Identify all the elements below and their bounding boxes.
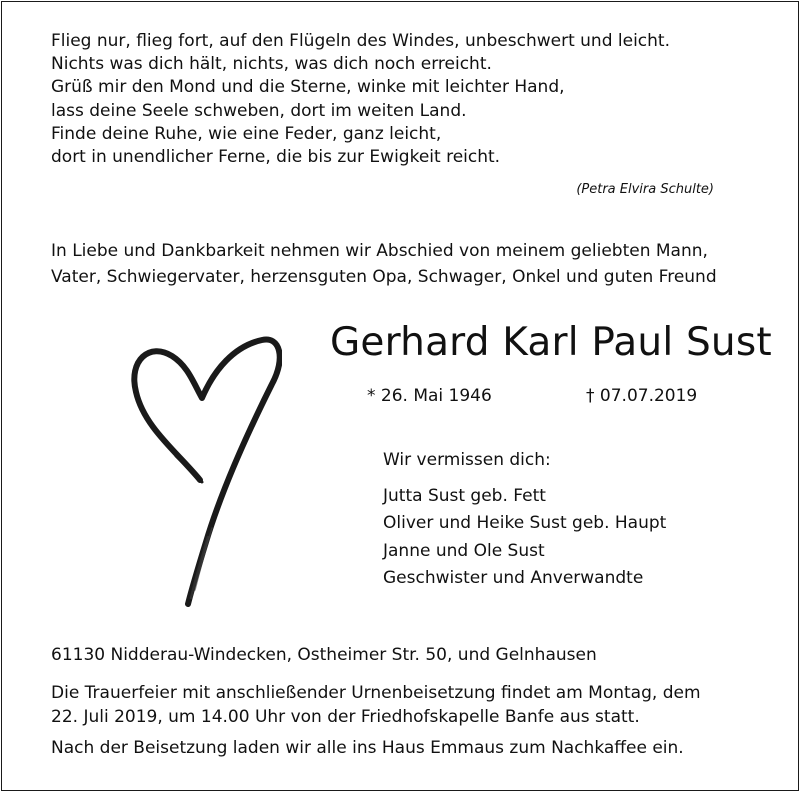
poem-author: (Petra Elvira Schulte) bbox=[576, 182, 714, 197]
poem-line: Nichts was dich hält, nichts, was dich noch erreicht. bbox=[51, 54, 492, 75]
obituary-notice bbox=[1, 1, 799, 791]
birth-date: * 26. Mai 1946 bbox=[367, 386, 492, 406]
death-date: † 07.07.2019 bbox=[586, 386, 698, 406]
ceremony-info bbox=[51, 681, 771, 729]
heart-brush-icon bbox=[122, 332, 282, 612]
ceremony-line: Die Trauerfeier mit anschließender Urnenbeisetzung findet am Montag, dem bbox=[51, 683, 701, 703]
poem bbox=[51, 30, 751, 169]
miss-heading: Wir vermissen dich: bbox=[383, 450, 551, 470]
poem-line: dort in unendlicher Ferne, die bis zur Ewigkeit reicht. bbox=[51, 147, 501, 168]
deceased-name: Gerhard Karl Paul Sust bbox=[330, 320, 772, 365]
poem-line: Grüß mir den Mond und die Sterne, winke mit leichter Hand, bbox=[51, 77, 565, 98]
mourner-entry: Geschwister und Anverwandte bbox=[383, 567, 644, 588]
mourner-entry: Oliver und Heike Sust geb. Haupt bbox=[383, 513, 667, 534]
coffee-invitation: Nach der Beisetzung laden wir alle ins Haus Emmaus zum Nachkaffee ein. bbox=[51, 738, 684, 758]
mourners-list bbox=[383, 483, 666, 592]
mourner-entry: Janne und Ole Sust bbox=[383, 540, 545, 561]
ceremony-line: 22. Juli 2019, um 14.00 Uhr von der Friedhofskapelle Banfe aus statt. bbox=[51, 707, 640, 727]
address: 61130 Nidderau-Windecken, Ostheimer Str. 50, und Gelnhausen bbox=[51, 645, 597, 665]
mourner-entry: Jutta Sust geb. Fett bbox=[383, 486, 546, 506]
poem-line: Finde deine Ruhe, wie eine Feder, ganz leicht, bbox=[51, 123, 442, 144]
poem-line: Flieg nur, flieg fort, auf den Flügeln des Windes, unbeschwert und leicht. bbox=[51, 31, 670, 51]
farewell-intro bbox=[51, 238, 771, 290]
intro-line: Vater, Schwiegervater, herzensguten Opa, Schwager, Onkel und guten Freund bbox=[51, 267, 717, 287]
intro-line: In Liebe und Dankbarkeit nehmen wir Abschied von meinem geliebten Mann, bbox=[51, 241, 708, 261]
poem-line: lass deine Seele schweben, dort im weiten Land. bbox=[51, 100, 467, 121]
